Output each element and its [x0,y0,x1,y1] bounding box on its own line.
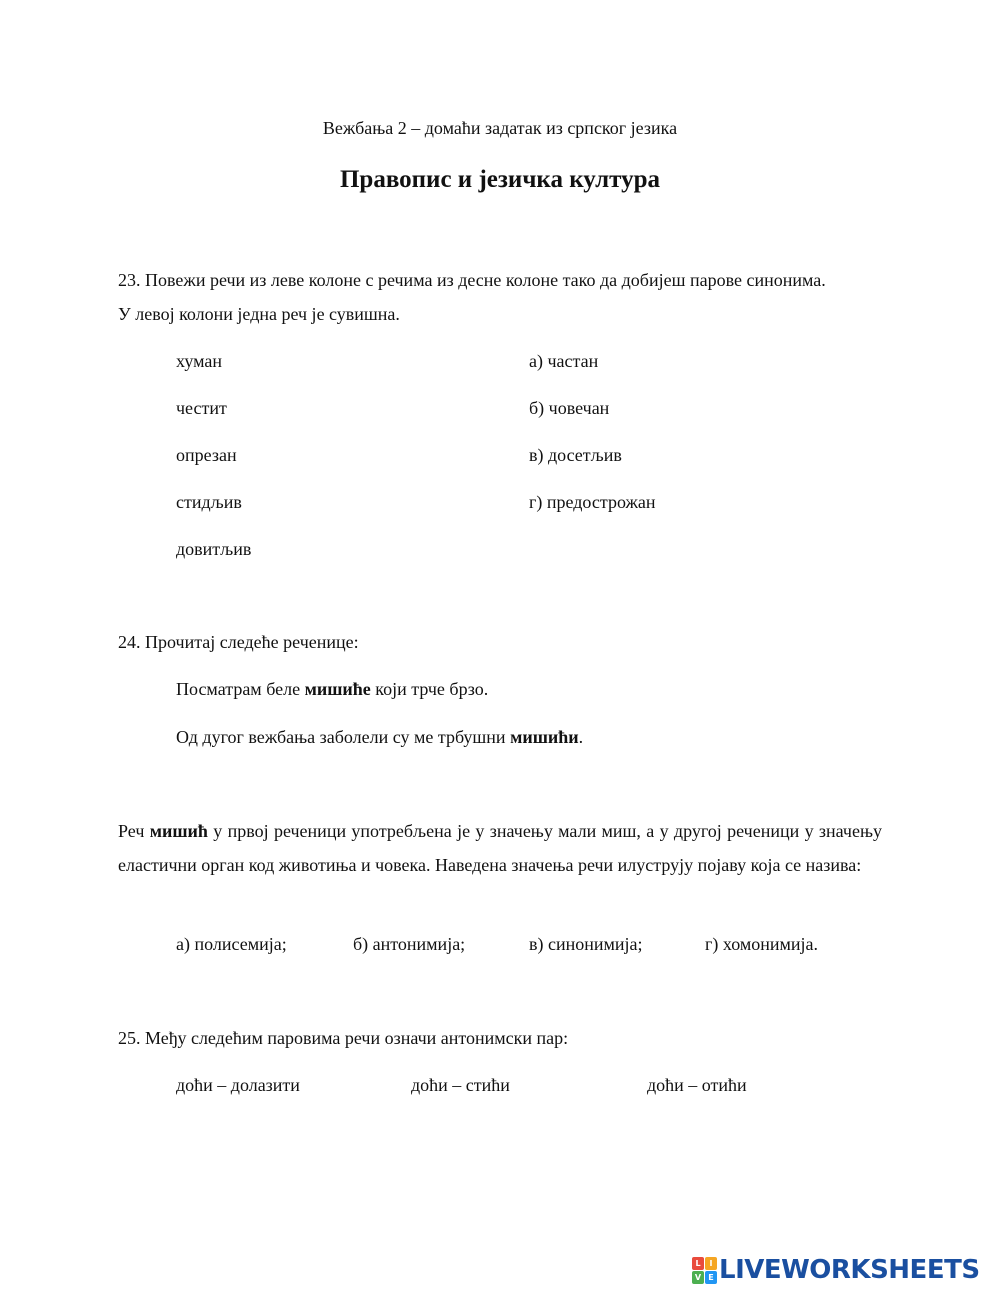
q24-paragraph: Реч мишић у првој реченици употребљена је у значењу мали миш, а у другој реченици у значењу еластични орган код животиња и човека. Наведена значења речи илуструју појаву која се назива: [118,821,882,875]
q25-pair[interactable]: доћи – отићи [647,1075,747,1095]
logo-text: LIVEWORKSHEETS [719,1255,980,1285]
q24-option[interactable]: в) синонимија; [529,934,643,954]
q23-prompt-line1: 23. Повежи речи из леве колоне с речима из десне колоне тако да добијеш парове синонима. [118,270,826,290]
q24-prompt: 24. Прочитај следеће реченице: [118,632,359,652]
liveworksheets-logo [692,1255,980,1285]
q23-right-word[interactable]: б) човечан [529,398,610,418]
q25-pair[interactable]: доћи – стићи [411,1075,510,1095]
logo-tile: V [692,1271,704,1284]
q23-left-word[interactable]: хуман [176,351,222,371]
q25-prompt: 25. Међу следећим паровима речи означи антонимски пар: [118,1028,569,1048]
q23-prompt-line2: У левој колони једна реч је сувишна. [118,304,400,324]
q25-pair[interactable]: доћи – долазити [176,1075,300,1095]
q23-left-word[interactable]: честит [176,398,227,418]
logo-tile: I [705,1257,717,1270]
q23-left-word[interactable]: довитљив [176,539,252,559]
logo-tile: L [692,1257,704,1270]
q24-sentence-2: Од дугог вежбања заболели су ме трбушни мишићи. [176,727,584,747]
q23-right-word[interactable]: а) частан [529,351,599,371]
q24-sentence-1: Посматрам беле мишиће који трче брзо. [176,679,489,699]
q23-right-word[interactable]: г) предострожан [529,492,656,512]
q23-right-word[interactable]: в) досетљив [529,445,622,465]
liveworksheets-logo-icon [692,1257,716,1283]
worksheet-subtitle: Вежбања 2 – домаћи задатак из српског језика [322,118,678,138]
q24-option[interactable]: б) антонимија; [353,934,466,954]
logo-tile: E [705,1271,717,1284]
worksheet-title: Правопис и језичка култура [339,166,661,193]
q24-option[interactable]: г) хомонимија. [705,934,819,954]
q23-left-word[interactable]: стидљив [176,492,242,512]
q23-left-word[interactable]: опрезан [176,445,237,465]
q24-option[interactable]: а) полисемија; [176,934,287,954]
